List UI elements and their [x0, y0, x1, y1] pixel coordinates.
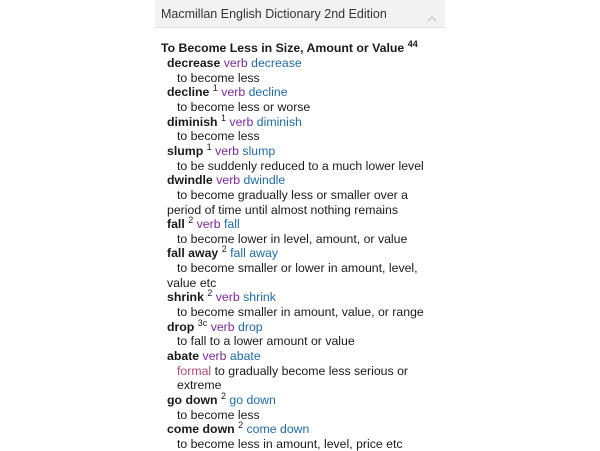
section-title [161, 39, 445, 55]
list-item [167, 56, 445, 85]
entry-link[interactable]: decline [248, 85, 288, 100]
entry-link[interactable]: slump [242, 143, 276, 158]
sense-number: 3c [197, 317, 208, 328]
entry-link[interactable]: come down [246, 422, 310, 437]
headword: slump [167, 143, 204, 158]
dictionary-header[interactable] [155, 0, 445, 28]
part-of-speech: verb [210, 319, 235, 334]
sense-number: 1 [206, 141, 212, 152]
list-item [167, 85, 445, 114]
definition [177, 364, 445, 393]
entry-link[interactable]: shrink [243, 290, 276, 305]
headword: diminish [167, 114, 218, 129]
section-number: 44 [407, 39, 418, 49]
headword: dwindle [167, 173, 213, 188]
entry-headline [167, 290, 445, 305]
headword: decrease [167, 56, 221, 71]
entry-link[interactable]: decrease [251, 56, 302, 71]
definition-text: to become smaller or lower in amount, level, value etc [167, 261, 418, 290]
part-of-speech: verb [215, 143, 239, 158]
list-item [167, 141, 445, 173]
list-item [167, 173, 445, 217]
definition [167, 188, 445, 217]
entry-headline [167, 56, 445, 71]
entry-headline [167, 317, 445, 335]
headword: fall [167, 217, 185, 232]
list-item [167, 422, 445, 451]
dictionary-title: Macmillan English Dictionary 2nd Edition [161, 6, 387, 21]
list-item [167, 390, 445, 422]
entry-headline [167, 390, 445, 408]
entry-headline [167, 246, 445, 261]
definition-text: to become less in amount, level, price etc [177, 436, 403, 451]
definition-text: to become less [177, 129, 260, 144]
entry-headline [167, 141, 445, 159]
definition-text: to become gradually less or smaller over a period of time until almost nothing remains [167, 187, 409, 217]
definition-text: to become lower in level, amount, or value [177, 231, 408, 246]
headword: come down [167, 422, 235, 437]
sense-number: 2 [238, 420, 244, 431]
entry-link[interactable]: go down [229, 392, 276, 407]
sense-number: 2 [220, 390, 226, 401]
dictionary-panel [155, 0, 445, 451]
part-of-speech: verb [202, 348, 227, 363]
part-of-speech: verb [216, 173, 241, 188]
entry-headline [167, 85, 445, 100]
entry-headline [167, 112, 445, 130]
definition-text: to be suddenly reduced to a much lower level [177, 158, 424, 173]
part-of-speech: verb [229, 114, 254, 129]
part-of-speech: verb [221, 85, 246, 100]
headword: go down [167, 392, 218, 407]
entry-link[interactable]: fall away [230, 246, 278, 261]
headword: fall away [167, 246, 219, 261]
definition-text: to become smaller in amount, value, or range [177, 305, 424, 320]
sense-number: 2 [188, 215, 194, 226]
sense-number: 1 [220, 112, 226, 123]
definition [177, 100, 445, 115]
entry-link[interactable]: fall [223, 217, 240, 232]
entry-headline [167, 173, 445, 188]
list-item [167, 290, 445, 319]
definition [177, 334, 445, 349]
entry-headline [167, 349, 445, 364]
definition [177, 437, 445, 451]
part-of-speech: verb [223, 56, 248, 71]
definition [177, 305, 445, 320]
headword: shrink [167, 290, 204, 305]
list-item [167, 317, 445, 349]
definition [177, 129, 445, 144]
definition-text: to become less or worse [177, 100, 311, 115]
entry-headline [167, 217, 445, 232]
definition-text: to become less [177, 70, 260, 85]
part-of-speech: verb [196, 217, 221, 232]
definition [177, 232, 445, 247]
definition [167, 261, 445, 290]
definition [177, 408, 445, 423]
entry-link[interactable]: abate [229, 348, 261, 363]
dictionary-content [155, 28, 445, 451]
headword: decline [167, 85, 210, 100]
headword: drop [167, 319, 195, 334]
entry-headline [167, 422, 445, 437]
entry-link[interactable]: dwindle [243, 173, 286, 188]
part-of-speech: verb [215, 290, 240, 305]
sense-number: 2 [207, 288, 213, 299]
definition-text: to become less [177, 407, 260, 422]
list-item [167, 349, 445, 393]
definition [177, 159, 445, 174]
entry-link[interactable]: drop [238, 319, 263, 334]
entry-link[interactable]: diminish [256, 114, 302, 129]
register-label: formal [177, 363, 212, 378]
entry-list [161, 56, 445, 451]
definition-text: to fall to a lower amount or value [177, 334, 355, 349]
list-item [167, 246, 445, 290]
list-item [167, 217, 445, 246]
definition-text: to gradually become less serious or extreme [177, 363, 409, 393]
sense-number: 2 [221, 244, 227, 255]
section-title-text: To Become Less in Size, Amount or Value [161, 41, 405, 56]
list-item [167, 112, 445, 144]
chevron-up-icon[interactable] [427, 10, 437, 18]
headword: abate [167, 348, 200, 363]
sense-number: 1 [212, 83, 218, 94]
